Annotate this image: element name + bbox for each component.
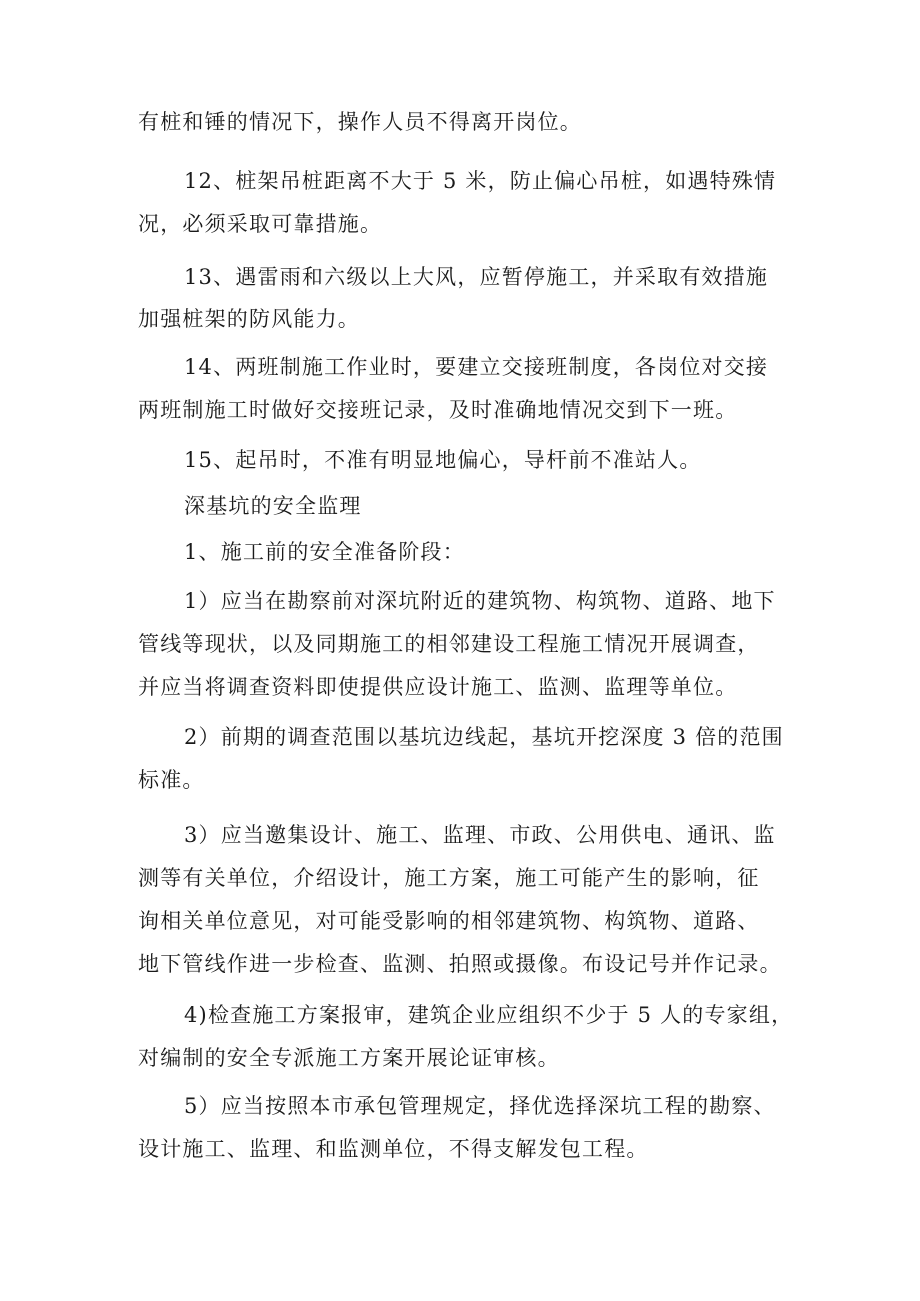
section-heading: 深基坑的安全监理 [184, 494, 362, 518]
text-line: 管线等现状，以及同期施工的相邻建设工程施工情况开展调查， [138, 632, 760, 656]
text-line: 加强桩架的防风能力。 [138, 307, 360, 331]
text-line: 测等有关单位，介绍设计，施工方案，施工可能产生的影响，征 [138, 866, 760, 890]
text-line: 15、起吊时，不准有明显地偏心，导杆前不准站人。 [184, 448, 702, 472]
text-line: 况，必须采取可靠措施。 [138, 212, 383, 236]
text-line: 地下管线作进一步检查、监测、拍照或摄像。布设记号并作记录。 [138, 952, 782, 976]
text-line: 1、施工前的安全准备阶段： [184, 540, 465, 564]
text-line: 询相关单位意见，对可能受影响的相邻建筑物、构筑物、道路、 [138, 909, 760, 933]
text-line: 12、桩架吊桩距离不大于 5 米，防止偏心吊桩，如遇特殊情 [184, 169, 777, 193]
text-line: 两班制施工时做好交接班记录，及时准确地情况交到下一班。 [138, 398, 738, 422]
text-line: 3）应当邀集设计、施工、监理、市政、公用供电、通讯、监 [184, 823, 776, 847]
text-line: 对编制的安全专派施工方案开展论证审核。 [138, 1046, 560, 1070]
text-line: 1）应当在勘察前对深坑附近的建筑物、构筑物、道路、地下 [184, 589, 776, 613]
text-line: 13、遇雷雨和六级以上大风，应暂停施工，并采取有效措施 [184, 265, 769, 289]
text-line: 5）应当按照本市承包管理规定，择优选择深坑工程的勘察、 [184, 1094, 776, 1118]
text-line: 并应当将调查资料即使提供应设计施工、监测、监理等单位。 [138, 675, 738, 699]
text-line: 标准。 [138, 768, 205, 792]
text-line: 有桩和锤的情况下，操作人员不得离开岗位。 [138, 110, 582, 134]
text-line: 设计施工、监理、和监测单位，不得支解发包工程。 [138, 1137, 649, 1161]
text-line: 14、两班制施工作业时，要建立交接班制度，各岗位对交接 [184, 355, 769, 379]
text-line: 2）前期的调查范围以基坑边线起，基坑开挖深度 3 倍的范围 [184, 725, 784, 749]
text-line: 4)检查施工方案报审，建筑企业应组织不少于 5 人的专家组， [184, 1003, 794, 1027]
